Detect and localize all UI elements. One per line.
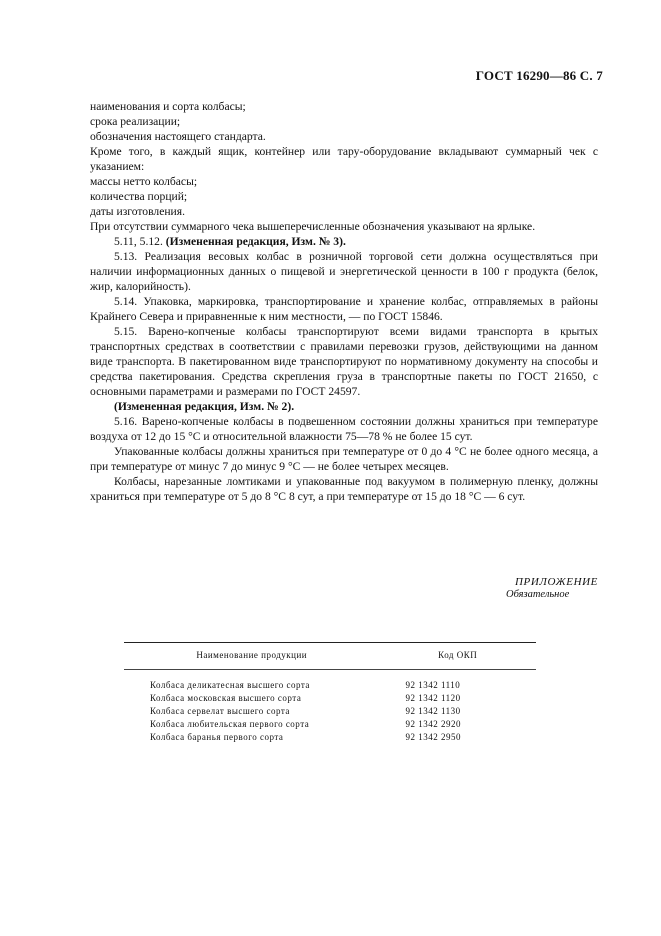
clause-5-15: 5.15. Варено-копченые колбасы транспортируют всеми видами транспорта в крытых транспортных средствах в соответствии с правилами перевозки грузов, действующими на данном виде транспорта. В пакетированном виде транспортируют по нормативному документу на способы и средства пакетирования. Средства скрепления груза в транспортные пакеты по ГОСТ 21650, с основными параметрами и размерами по ГОСТ 24597. <box>90 325 598 398</box>
product-code-table <box>124 642 536 744</box>
list-item: обозначения настоящего стандарта. <box>90 130 266 143</box>
clause-5-14: 5.14. Упаковка, маркировка, транспортирование и хранение колбас, отправляемых в районы Крайнего Севера и приравненные к ним местности, — по ГОСТ 15846. <box>90 295 598 323</box>
appendix-subtitle: Обязательное <box>506 589 570 600</box>
clause-5-13: 5.13. Реализация весовых колбас в розничной торговой сети должна осуществляться при наличии информационных данных о пищевой и энергетической ценности в 100 г продукта (белок, жир, калорийность). <box>90 250 598 293</box>
product-code: 92 1342 1120 <box>405 693 461 703</box>
product-name: Колбаса сервелат высшего сорта <box>150 706 290 716</box>
list-item: массы нетто колбасы; <box>90 175 198 188</box>
list-item: даты изготовления. <box>90 205 185 218</box>
list-item: наименования и сорта колбасы; <box>90 100 246 113</box>
product-code: 92 1342 1130 <box>405 706 461 716</box>
clause-5-16: 5.16. Варено-копченые колбасы в подвешенном состоянии должны храниться при температуре воздуха от 12 до 15 °С и относительной влажности 75—78 % не более 15 сут. <box>90 415 598 443</box>
paragraph-packed: Упакованные колбасы должны храниться при температуре от 0 до 4 °С не более одного месяца, а при температуре от минус 7 до минус 9 °С — не более четырех месяцев. <box>90 445 598 473</box>
table-row <box>124 692 536 705</box>
paragraph-sliced: Колбасы, нарезанные ломтиками и упакованные под вакуумом в полимерную пленку, должны храниться при температуре от 5 до 8 °С 8 сут, а при температуре от 15 до 18 °С — 6 сут. <box>90 475 598 503</box>
table-row <box>124 731 536 744</box>
body-text <box>90 99 598 504</box>
product-name: Колбаса любительская первого сорта <box>150 719 310 729</box>
table-row <box>124 670 536 693</box>
appendix-title: ПРИЛОЖЕНИЕ <box>515 576 598 588</box>
amendment-prefix: 5.11, 5.12. <box>114 235 166 248</box>
product-code: 92 1342 1110 <box>405 680 461 690</box>
product-name: Колбаса баранья первого сорта <box>150 732 284 742</box>
page-header: ГОСТ 16290—86 С. 7 <box>475 68 603 83</box>
paragraph-extra: Кроме того, в каждый ящик, контейнер или тару-оборудование вкладывают суммарный чек с указанием: <box>90 145 598 173</box>
appendix-heading <box>506 576 598 600</box>
product-code: 92 1342 2950 <box>405 732 461 742</box>
column-header-code: Код ОКП <box>379 643 536 670</box>
column-header-name: Наименование продукции <box>124 643 379 670</box>
product-name: Колбаса деликатесная высшего сорта <box>150 680 310 690</box>
table-row <box>124 718 536 731</box>
amendment-label: (Измененная редакция, Изм. № 3). <box>165 235 346 248</box>
amendment-note-2: (Измененная редакция, Изм. № 2). <box>114 400 295 413</box>
product-name: Колбаса московская высшего сорта <box>150 693 302 703</box>
product-code: 92 1342 2920 <box>405 719 461 729</box>
amendment-note-3 <box>90 234 598 249</box>
table-row <box>124 705 536 718</box>
table-header-row <box>124 643 536 670</box>
list-item: количества порций; <box>90 190 188 203</box>
list-item: срока реализации; <box>90 115 181 128</box>
paragraph-absent: При отсутствии суммарного чека вышеперечисленные обозначения указывают на ярлыке. <box>90 220 536 233</box>
